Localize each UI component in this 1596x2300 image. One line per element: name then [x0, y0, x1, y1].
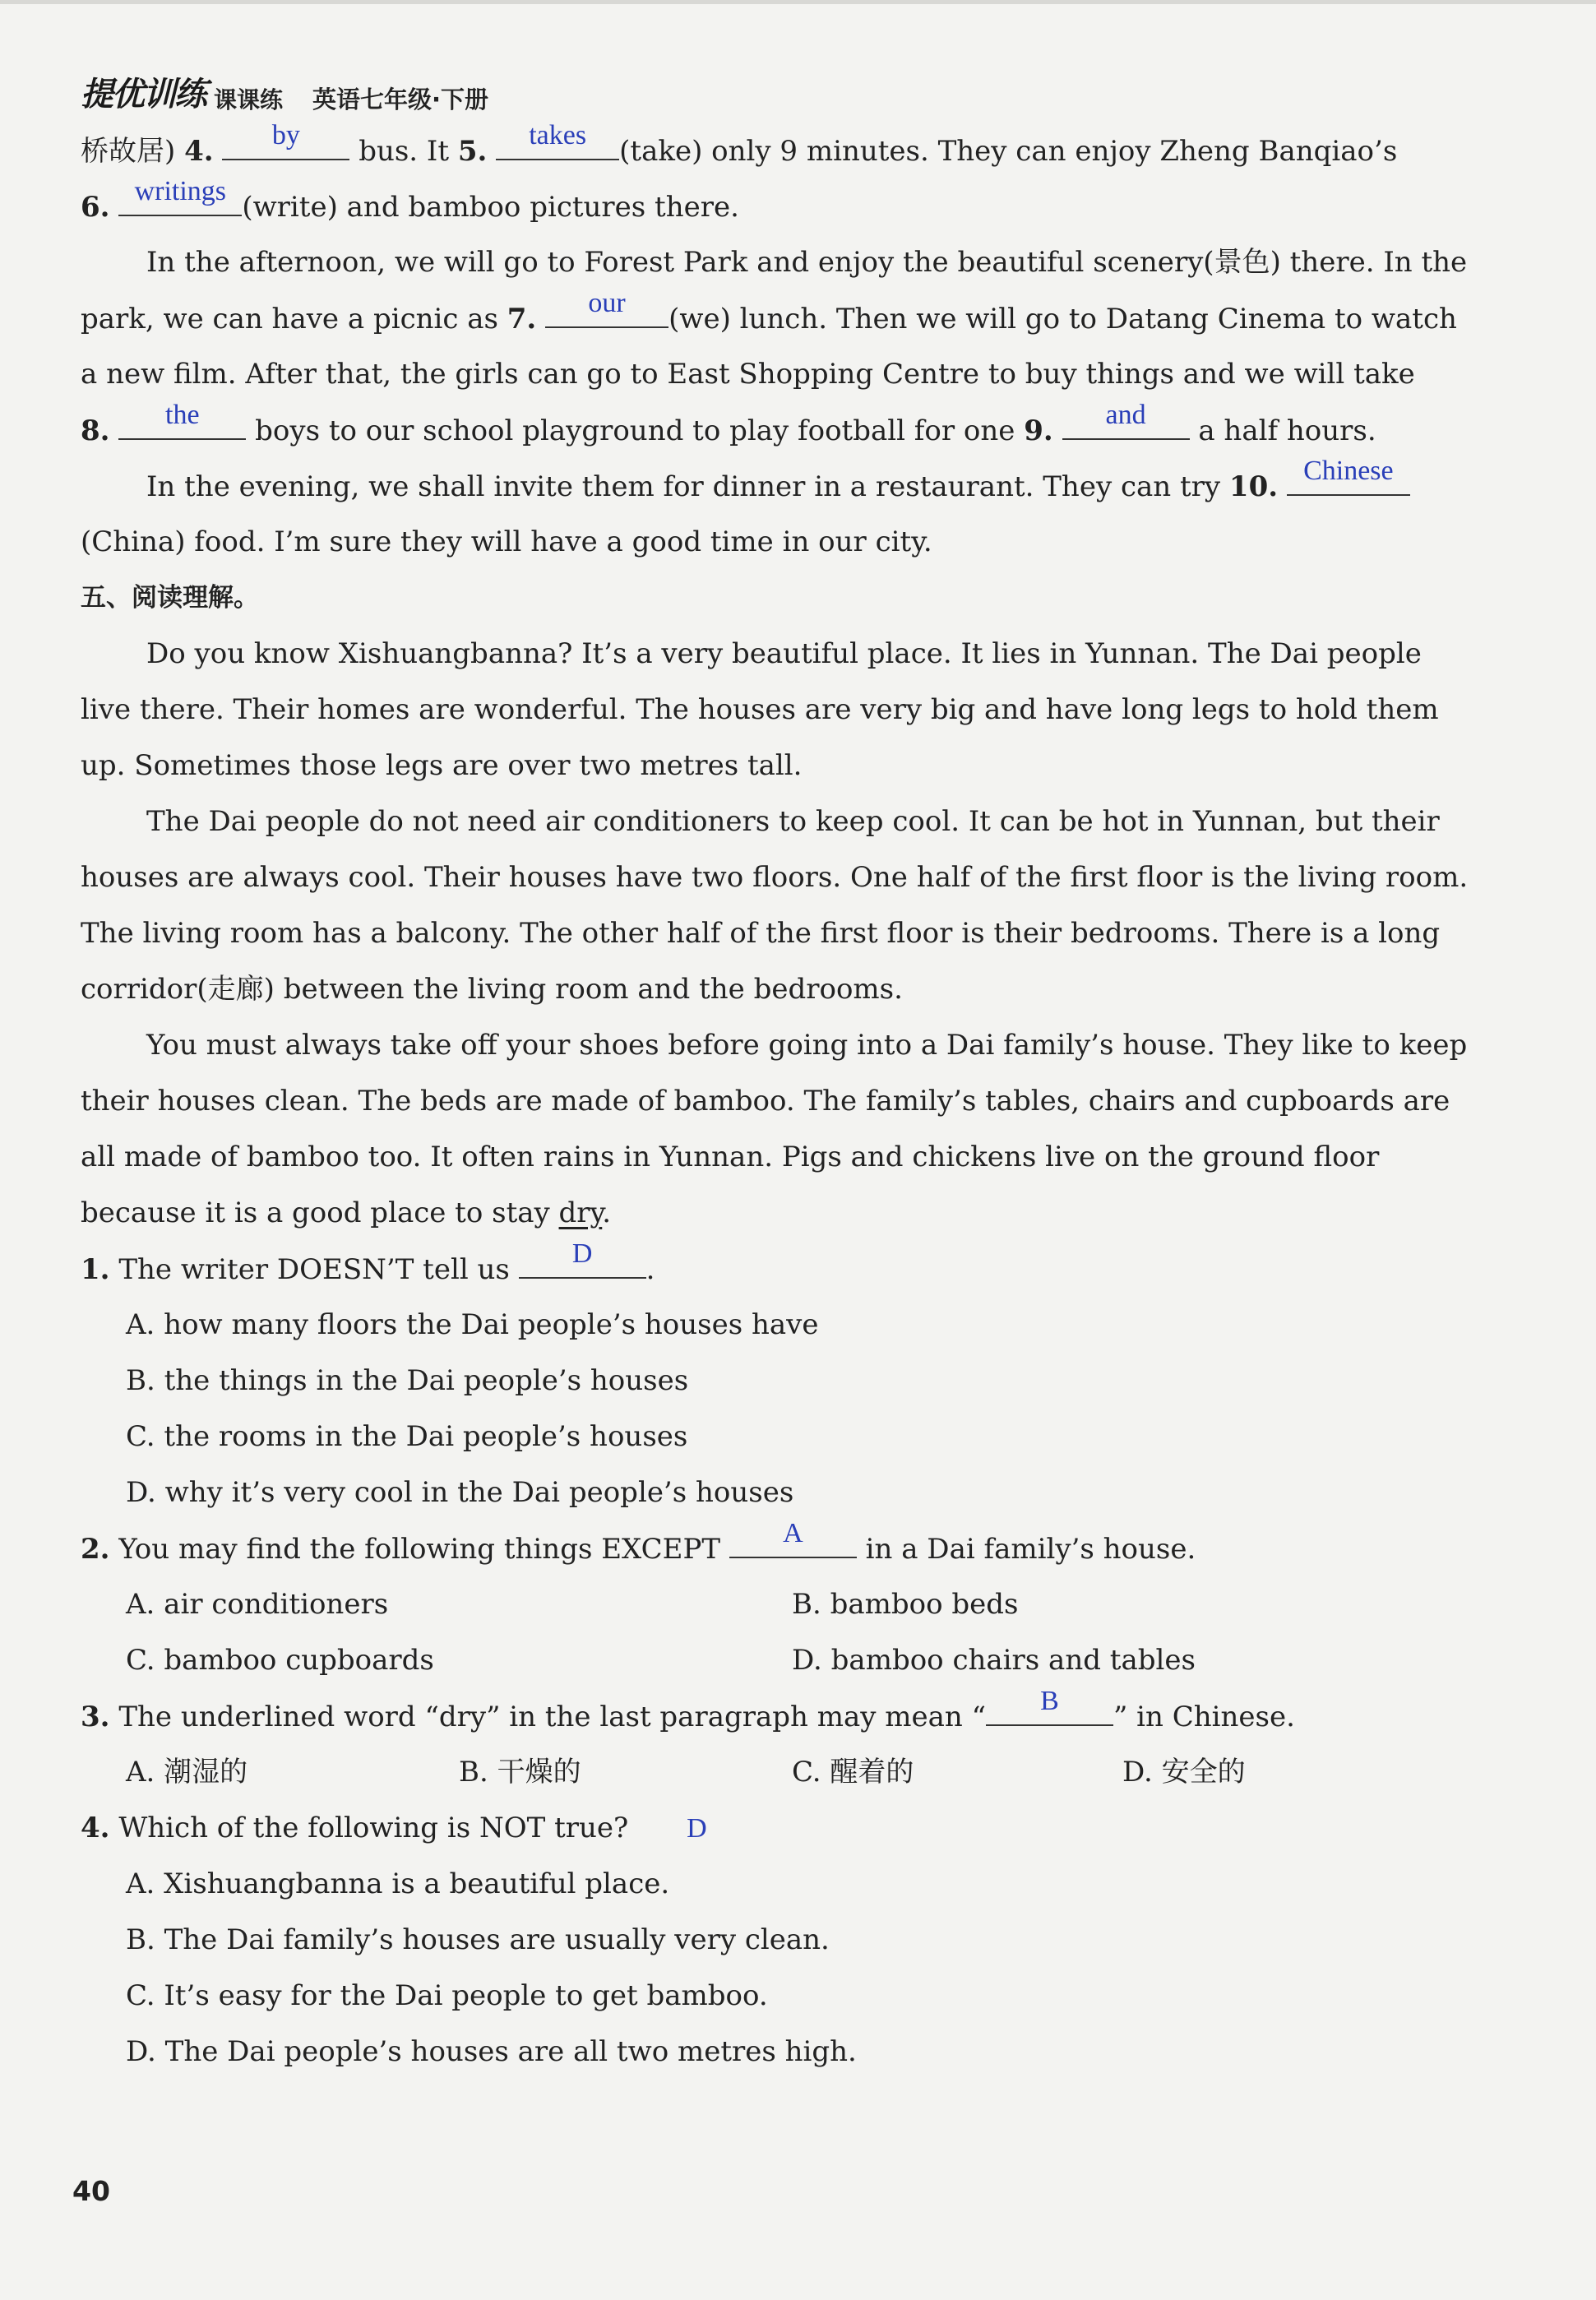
brand-subtitle: 课课练 — [214, 86, 284, 113]
option: B. the things in the Dai people’s houses — [126, 1364, 689, 1397]
text-line: (China) food. I’m sure they will have a good time in our city. — [81, 525, 932, 558]
text-line: their houses clean. The beds are made of bamboo. The family’s tables, chairs and cupboards are — [81, 1085, 1450, 1118]
text-line: In the afternoon, we will go to Forest Park and enjoy the beautiful scenery(景色) there. In the — [146, 246, 1468, 279]
option: C. 醒着的 — [792, 1756, 914, 1789]
text-line: up. Sometimes those legs are over two metres tall. — [81, 749, 803, 782]
text-line: because it is a good place to stay dry. — [81, 1196, 612, 1229]
text-line: park, we can have a picnic as 7. our (we) lunch. Then we will go to Datang Cinema to watch — [81, 288, 1457, 336]
question-3: 3. The underlined word “dry” in the last paragraph may mean “ B ” in Chinese. — [81, 1686, 1295, 1733]
text-line: all made of bamboo too. It often rains in Yunnan. Pigs and chickens live on the ground floor — [81, 1141, 1380, 1173]
option: D. why it’s very cool in the Dai people’s houses — [126, 1476, 794, 1509]
blank-5: takes — [496, 134, 619, 160]
text-line: houses are always cool. Their houses have two floors. One half of the first floor is the living room. — [81, 861, 1469, 894]
option: D. bamboo chairs and tables — [792, 1644, 1196, 1677]
text-line: 8. the boys to our school playground to play football for one 9. and a half hours. — [81, 400, 1376, 447]
options-row — [81, 1644, 1524, 1677]
book-title: 英语七年级·下册 — [312, 86, 489, 113]
brand-title: 提优训练 — [81, 76, 206, 113]
underlined-word: dry — [558, 1196, 603, 1229]
section-title: 五、阅读理解。 — [81, 583, 259, 613]
answer-blank-3: B — [986, 1700, 1113, 1726]
option: C. bamboo cupboards — [126, 1644, 434, 1677]
option: A. Xishuangbanna is a beautiful place. — [126, 1867, 670, 1900]
top-border — [0, 0, 1596, 4]
text-line: You must always take off your shoes before going into a Dai family’s house. They like to keep — [146, 1029, 1468, 1062]
blank-4: by — [222, 134, 349, 160]
answer-blank-2: A — [729, 1532, 857, 1558]
text-line: 桥故居) 4. by bus. It 5. takes (take) only 9 minutes. They can enjoy Zheng Banqiao’s — [81, 120, 1398, 168]
blank-6: writings — [118, 190, 242, 216]
question-4: 4. Which of the following is NOT true? D — [81, 1812, 707, 1844]
blank-10: Chinese — [1287, 470, 1410, 496]
question-2: 2. You may find the following things EXCEPT A in a Dai family’s house. — [81, 1518, 1196, 1566]
option: A. how many floors the Dai people’s houses have — [126, 1308, 819, 1341]
text-line: The living room has a balcony. The other half of the first floor is their bedrooms. There is a long — [81, 917, 1441, 950]
text-line: corridor(走廊) between the living room and the bedrooms. — [81, 973, 903, 1006]
option: C. It’s easy for the Dai people to get bamboo. — [126, 1979, 768, 2012]
answer-4: D — [687, 1813, 707, 1844]
options-row — [81, 1588, 1524, 1621]
options-row — [81, 1756, 1524, 1789]
text-line: Do you know Xishuangbanna? It’s a very beautiful place. It lies in Yunnan. The Dai people — [146, 637, 1422, 670]
text-line: live there. Their homes are wonderful. The houses are very big and have long legs to hold them — [81, 693, 1439, 726]
text-line: 6. writings (write) and bamboo pictures there. — [81, 176, 739, 224]
option: B. The Dai family’s houses are usually very clean. — [126, 1923, 830, 1956]
text-line: The Dai people do not need air conditioners to keep cool. It can be hot in Yunnan, but their — [146, 805, 1440, 838]
option: A. air conditioners — [126, 1588, 389, 1621]
answer-blank-1: D — [519, 1252, 646, 1279]
option: A. 潮湿的 — [126, 1756, 248, 1789]
blank-9: and — [1062, 414, 1190, 440]
text-line: a new film. After that, the girls can go to East Shopping Centre to buy things and we will take — [81, 358, 1415, 391]
option: D. The Dai people’s houses are all two metres high. — [126, 2035, 857, 2068]
page-number: 40 — [72, 2175, 110, 2207]
option: B. 干燥的 — [459, 1756, 581, 1789]
blank-8: the — [118, 414, 246, 440]
option: D. 安全的 — [1122, 1756, 1246, 1789]
text-line: In the evening, we shall invite them for dinner in a restaurant. They can try 10. Chinese — [81, 470, 1544, 503]
running-header — [81, 66, 1478, 115]
page — [81, 66, 1478, 2068]
option: B. bamboo beds — [792, 1588, 1019, 1621]
blank-7: our — [545, 302, 668, 328]
question-1: 1. The writer DOESN’T tell us D . — [81, 1238, 655, 1286]
option: C. the rooms in the Dai people’s houses — [126, 1420, 688, 1453]
